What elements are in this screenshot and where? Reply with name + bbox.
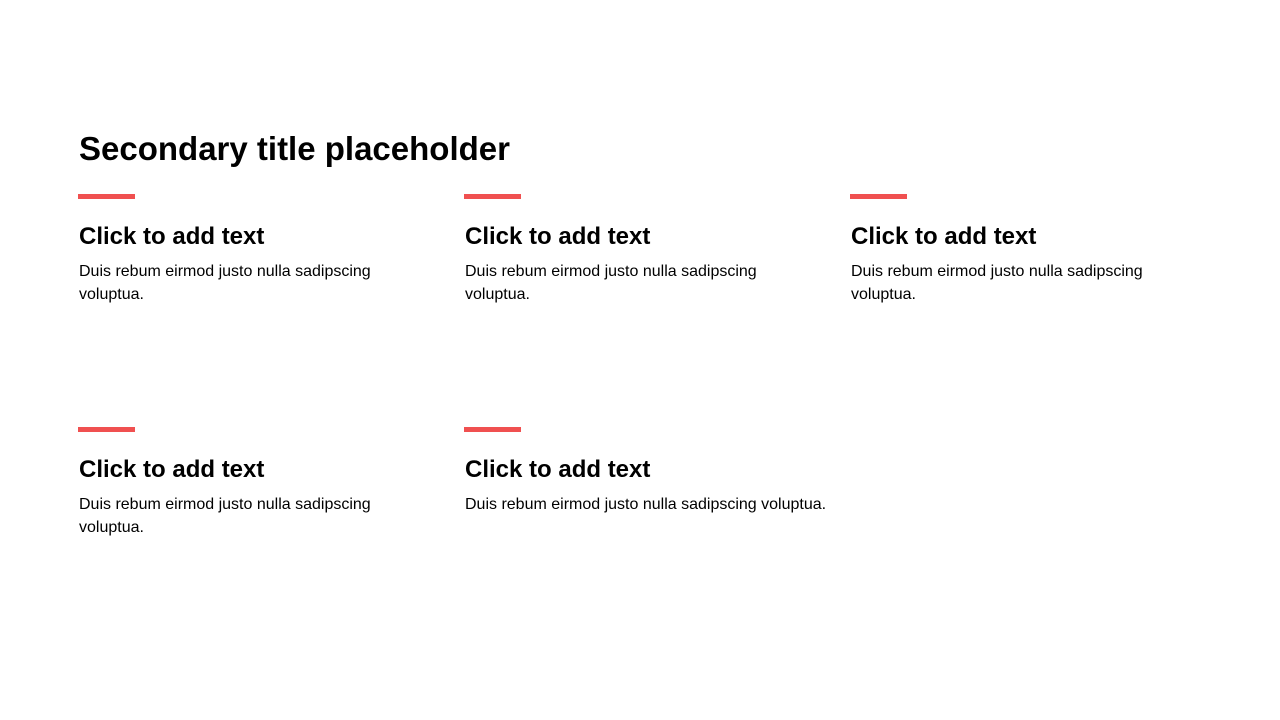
accent-bar — [464, 194, 521, 199]
card-body-text[interactable]: Duis rebum eirmod justo nulla sadipscing voluptua. — [851, 263, 1143, 303]
card-heading[interactable]: Click to add text — [465, 456, 651, 483]
card-heading[interactable]: Click to add text — [465, 223, 651, 250]
card-body-text[interactable]: Duis rebum eirmod justo nulla sadipscing voluptua. — [79, 496, 371, 536]
slide-title[interactable]: Secondary title placeholder — [79, 130, 510, 167]
accent-bar — [850, 194, 907, 199]
card-body-text[interactable]: Duis rebum eirmod justo nulla sadipscing voluptua. — [465, 263, 757, 303]
accent-bar — [464, 427, 521, 432]
card-heading[interactable]: Click to add text — [79, 456, 265, 483]
card-body-text[interactable]: Duis rebum eirmod justo nulla sadipscing voluptua. — [465, 496, 827, 513]
card-heading[interactable]: Click to add text — [79, 223, 265, 250]
card-body-text[interactable]: Duis rebum eirmod justo nulla sadipscing voluptua. — [79, 263, 371, 303]
accent-bar — [78, 194, 135, 199]
card-heading[interactable]: Click to add text — [851, 223, 1037, 250]
accent-bar — [78, 427, 135, 432]
